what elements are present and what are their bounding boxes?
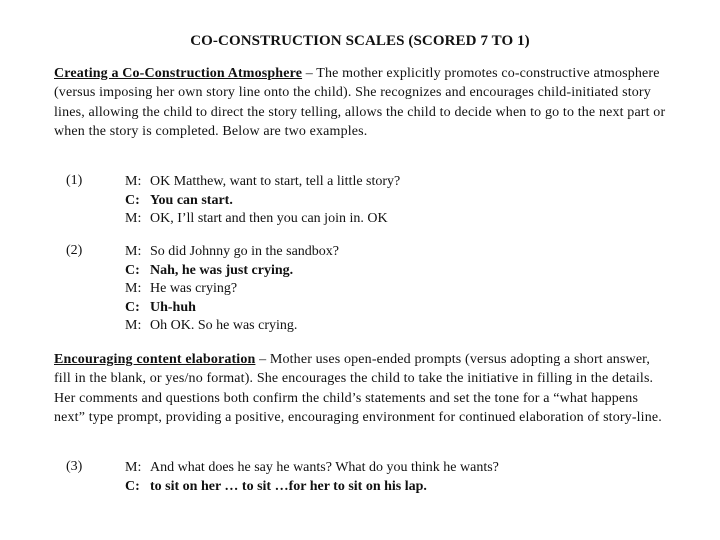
dialogue-line-mother (125, 280, 339, 299)
dialogue (125, 173, 400, 229)
dialogue (125, 459, 499, 496)
speaker-label: C: (125, 192, 140, 208)
section-encouraging-elaboration (54, 350, 666, 428)
dialogue-line-child (125, 192, 400, 211)
utterance: OK, I’ll start and then you can join in. OK (150, 211, 388, 226)
dialogue-line-mother (125, 317, 339, 336)
dialogue-line-child (125, 262, 339, 281)
example-number: (2) (66, 243, 83, 258)
utterance: So did Johnny go in the sandbox? (150, 244, 339, 259)
page-title: CO-CONSTRUCTION SCALES (SCORED 7 TO 1) (190, 33, 530, 49)
section-body-encouraging-elaboration: – Mother uses open-ended prompts (versus adopting a short answer, fill in the blank, or yes/no format). She encourages the child to take the initiative in filling in the details. Her comments and questions both confirm the child’s statements and set the tone for a “what happens next” type prompt, providing a positive, encouraging environment for continued elaboration of story-line. (54, 352, 662, 426)
speaker-label: M: (125, 318, 142, 333)
section-heading-creating-atmosphere: Creating a Co-Construction Atmosphere (54, 66, 303, 81)
utterance: OK Matthew, want to start, tell a little story? (150, 174, 401, 189)
section-heading-encouraging-elaboration: Encouraging content elaboration (54, 352, 256, 367)
dialogue-line-child (125, 478, 499, 497)
speaker-label: C: (125, 478, 140, 494)
speaker-label: M: (125, 174, 142, 189)
speaker-label: M: (125, 460, 142, 475)
utterance: to sit on her … to sit …for her to sit on his lap. (150, 478, 427, 494)
utterance: Uh-huh (150, 299, 196, 315)
dialogue-line-mother (125, 243, 339, 262)
speaker-label: C: (125, 299, 140, 315)
speaker-label: C: (125, 262, 140, 278)
dialogue-line-mother (125, 210, 400, 229)
speaker-label: M: (125, 281, 142, 296)
example-number: (3) (66, 459, 83, 474)
example-number: (1) (66, 173, 83, 188)
section-body-creating-atmosphere: – The mother explicitly promotes co-constructive atmosphere (versus imposing her own story line onto the child). She recognizes and encourages child-initiated story lines, allowing the child to direct the story telling, allows the child to decide when to go to the next part or when the story is completed. Below are two examples. (54, 66, 666, 140)
speaker-label: M: (125, 244, 142, 259)
dialogue-line-mother (125, 173, 400, 192)
utterance: You can start. (150, 192, 233, 208)
utterance: Nah, he was just crying. (150, 262, 294, 278)
speaker-label: M: (125, 211, 142, 226)
dialogue-line-child (125, 299, 339, 318)
utterance: Oh OK. So he was crying. (150, 318, 298, 333)
utterance: And what does he say he wants? What do you think he wants? (150, 460, 499, 475)
section-creating-atmosphere (54, 64, 666, 142)
utterance: He was crying? (150, 281, 238, 296)
dialogue (125, 243, 339, 336)
dialogue-line-mother (125, 459, 499, 478)
